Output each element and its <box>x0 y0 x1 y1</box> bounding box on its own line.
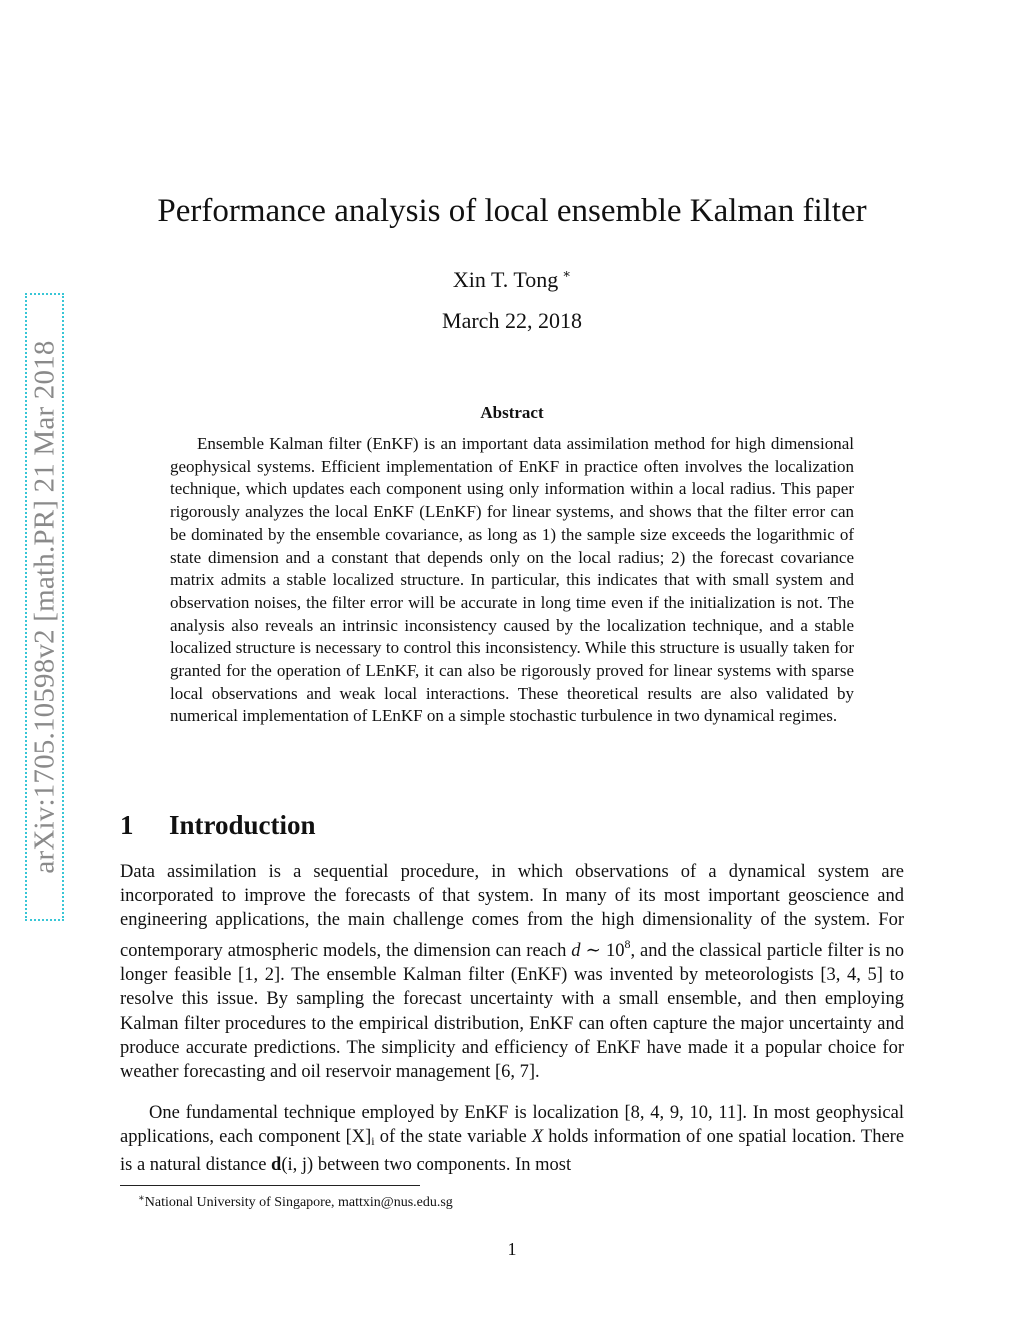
math-relation: ∼ <box>585 941 602 962</box>
abstract-heading: Abstract <box>480 403 544 422</box>
paper-title: Performance analysis of local ensemble Kalman filter <box>157 193 867 229</box>
paragraph-text: between two components. In most <box>317 1155 572 1176</box>
section-number: 1 <box>120 810 134 840</box>
abstract-text: Ensemble Kalman filter (EnKF) is an important data assimilation method for high dimensional geophysical systems. Efficient implementation of EnKF in practice often involves the localization technique, which updates each component using only information within a local radius. This paper rigorously analyzes the local EnKF (LEnKF) for linear systems, and shows that the filter error can be dominated by the ensemble covariance, as long as 1) the sample size exceeds the logarithmic of state dimension and a constant that depends only on the local radius; 2) the forecast covariance matrix admits a stable localized structure. In particular, this indicates that with small system and observation noises, the filter error will be accurate in long time even if the initialization is not. The analysis also reveals an intrinsic inconsistency caused by the localization technique, and a stable localized structure is necessary to control this inconsistency. While this structure is usually taken for granted for the operation of LEnKF, it can also be rigorously proved for linear systems with sparse local observations and weak local interactions. These theoretical results are also validated by numerical implementation of LEnKF on a simple stochastic turbulence in two dynamical regimes. <box>170 434 854 726</box>
footnote <box>138 1190 453 1212</box>
paragraph-text: One fundamental technique employed by EnKF is localization [8, 4, 9, 10, 11]. In most geophysical applications, each component <box>120 1103 904 1148</box>
math-variable-d: d <box>571 941 581 962</box>
introduction-paragraph-1 <box>120 860 904 1084</box>
math-exponent: 8 <box>624 937 631 952</box>
math-distance-function: d <box>271 1155 282 1176</box>
paragraph-text: holds information of one spatial location. There is a natural distance <box>120 1127 905 1176</box>
math-base: 10 <box>605 941 625 962</box>
introduction-paragraph-2 <box>120 1101 904 1177</box>
footnote-text: National University of Singapore, mattxin@nus.edu.sg <box>144 1195 453 1210</box>
section-heading-introduction <box>120 808 316 842</box>
paragraph-text: of the state variable <box>379 1127 527 1148</box>
footnote-mark: ∗ <box>138 1193 145 1204</box>
author-footnote-mark[interactable]: ∗ <box>562 266 572 281</box>
arxiv-identifier-stamp[interactable] <box>25 293 64 921</box>
math-subscript: i <box>371 1134 375 1149</box>
section-title: Introduction <box>169 810 316 840</box>
author-line <box>0 260 1024 294</box>
paragraph-text: , and the classical particle filter is no longer feasible [1, 2]. The ensemble Kalman filter (EnKF) was invented by meteorologists [3, 4, 5] to resolve this issue. By sampling the forecast uncertainty with a small ensemble, and then employing Kalman filter procedures to the empirical distribution, EnKF can often capture the major uncertainty and produce accurate predictions. The simplicity and efficiency of EnKF have made it a popular choice for weather forecasting and oil reservoir management [6, 7]. <box>120 941 904 1082</box>
math-variable-x: X <box>531 1127 544 1148</box>
page-number: 1 <box>507 1239 517 1259</box>
paragraph-text: Data assimilation is a sequential procedure, in which observations of a dynamical system are incorporated to improve the forecasts of that system. In many of its most important geoscience and engineering applications, the main challenge comes from the high dimensionality of the system. For contemporary atmospheric models, the dimension can reach <box>120 862 904 962</box>
math-distance-args: (i, j) <box>281 1155 314 1176</box>
arxiv-identifier-text: arXiv:1705.10598v2 [math.PR] 21 Mar 2018 <box>28 340 60 874</box>
math-component: [X] <box>345 1127 372 1148</box>
footnote-divider <box>120 1185 420 1186</box>
paper-date: March 22, 2018 <box>442 308 582 333</box>
author-name: Xin T. Tong <box>452 267 559 292</box>
